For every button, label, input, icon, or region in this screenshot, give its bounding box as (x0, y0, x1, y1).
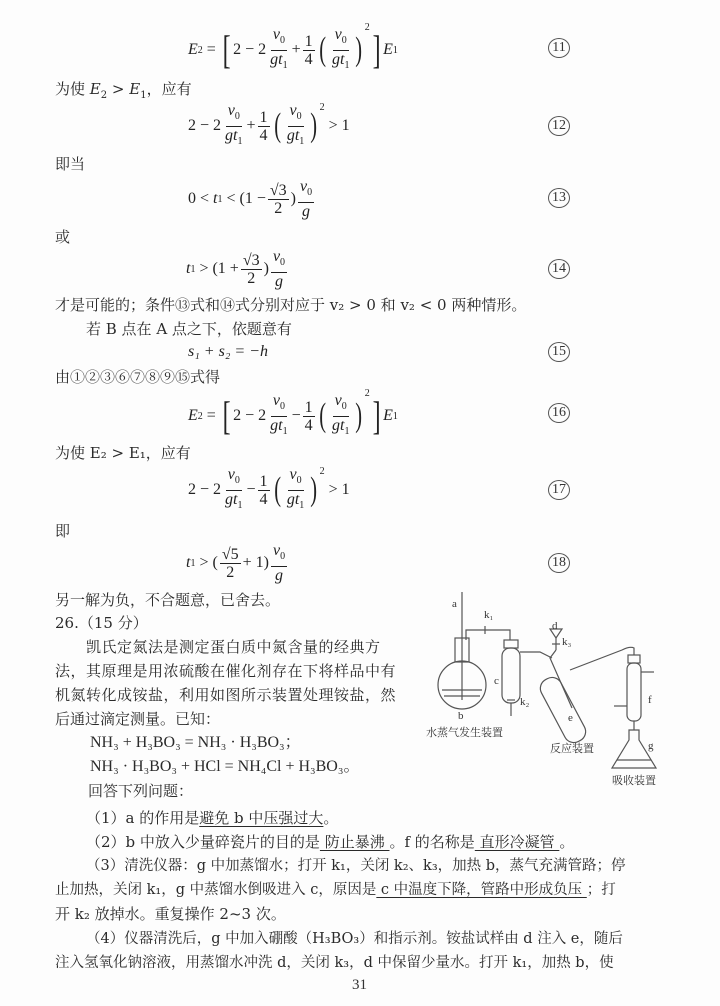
bracket-right: ] (372, 393, 381, 438)
question-header: 26.（15 分） (55, 614, 148, 632)
text-line: 另一解为负，不合题意，已舍去。 (55, 591, 281, 609)
equation-number: 13 (548, 188, 570, 208)
num: v (289, 466, 297, 484)
equation-15: s₁ + s₂ = −h (188, 343, 268, 360)
fraction (223, 102, 244, 149)
fraction (298, 178, 314, 219)
equation-number: 16 (548, 403, 570, 423)
eq-rhs: E (383, 41, 393, 58)
paren: ) (310, 471, 318, 508)
num: v (272, 542, 281, 560)
num: v (334, 392, 342, 410)
sub: 1 (392, 410, 398, 422)
den: gt (270, 416, 283, 434)
answer: 防止暴沸 (319, 833, 390, 851)
num: v (227, 466, 235, 484)
sub: 1 (392, 44, 398, 56)
eq-term: > (1 + (199, 260, 239, 277)
eq-term: 2 (258, 41, 267, 58)
equation-number: 15 (548, 342, 570, 362)
fraction (271, 542, 287, 583)
equation-18 (186, 540, 289, 586)
fraction (223, 466, 244, 513)
part-3-line (55, 881, 616, 899)
fraction (241, 252, 262, 287)
paren: ) (355, 397, 363, 434)
equation-number: 12 (548, 116, 570, 136)
text: 。 (323, 809, 339, 827)
answer: c 中温度下降，管路中形成负压 (376, 882, 587, 898)
label-c: c (494, 675, 499, 687)
label-k3: k₃ (562, 636, 572, 648)
eq-term: 2 (213, 481, 222, 498)
sub: 0 (280, 551, 286, 563)
label-d: d (552, 620, 558, 632)
power: 2 (364, 388, 370, 399)
equation-number: 17 (548, 480, 570, 500)
equation-16: E 2 = [ 2 − 2 $\frac{v_0}{gt_1}$ − $\frac{1}{4}$ ( $\frac{v_0}{gt_1}$ ) 2 ] E 1 (188, 388, 398, 438)
caption-steam: 水蒸气发生装置 (426, 727, 503, 739)
eq-term: < (1 − (226, 190, 266, 207)
sub: 1 (190, 263, 196, 275)
num: v (272, 26, 280, 44)
eq-lhs: E (188, 41, 198, 58)
den: gt (331, 416, 345, 434)
label-k1: k₁ (484, 609, 494, 621)
num: 1 (304, 398, 313, 416)
sub: 1 (344, 59, 350, 71)
equation-13 (188, 178, 316, 220)
fraction (303, 33, 315, 68)
sub: 1 (282, 59, 288, 71)
paren: ( (273, 471, 281, 508)
num: 1 (259, 472, 268, 490)
fraction (285, 466, 306, 513)
den: gt (286, 490, 300, 508)
eq-term: 0 < (188, 190, 210, 207)
sub: 1 (299, 499, 305, 511)
eq-term: ) (263, 260, 269, 277)
sub: 1 (237, 135, 243, 147)
den: 4 (304, 416, 313, 434)
fraction (268, 182, 289, 217)
den: 2 (226, 563, 235, 581)
fraction (303, 399, 315, 434)
num: v (299, 178, 308, 196)
text: E (129, 80, 141, 98)
eq-sign: + (246, 117, 256, 134)
fraction (268, 392, 289, 439)
num: √3 (269, 181, 287, 199)
sub: 0 (234, 475, 240, 487)
bracket-left: [ (222, 393, 231, 438)
fraction (330, 26, 351, 73)
den: g (302, 202, 311, 220)
text-line: 才是可能的；条件⑬式和⑭式分别对应于 v₂ > 0 和 v₂ < 0 两种情形。 (55, 296, 527, 314)
power: 2 (319, 102, 325, 113)
num: v (227, 102, 235, 120)
den: g (275, 566, 283, 584)
den: 2 (274, 199, 283, 217)
caption-absorb: 吸收装置 (612, 775, 656, 787)
fraction (271, 248, 287, 289)
answer: 直形冷凝管 (474, 833, 560, 851)
text-line: 即当 (55, 155, 86, 173)
eq-lhs: E (188, 407, 198, 424)
eq-sub: 2 (197, 44, 203, 56)
eq-term: 2 (213, 117, 222, 134)
num: √3 (242, 251, 260, 269)
eq-term: t (186, 554, 191, 571)
sub: 0 (279, 401, 285, 413)
sub: 2 (100, 90, 108, 101)
eq-term: 2 (233, 407, 242, 424)
apparatus-drawing (422, 590, 720, 815)
eq-cmp: > 1 (328, 481, 350, 498)
eq-term: 2 (188, 117, 196, 134)
equation-number: 18 (548, 553, 570, 573)
sub: 1 (299, 135, 305, 147)
text: > (111, 80, 125, 98)
label-g: g (648, 740, 654, 752)
sub: 0 (234, 111, 240, 123)
label-f: f (648, 694, 652, 706)
eq-cmp: > 1 (328, 117, 350, 134)
den: g (274, 272, 283, 290)
eq-term: t (213, 190, 218, 207)
paren: ( (318, 397, 326, 434)
num: 1 (304, 32, 313, 50)
den: gt (225, 490, 238, 508)
text: ；打 (586, 882, 616, 898)
part-1 (86, 809, 338, 827)
sub: 0 (307, 187, 313, 199)
text-line: 为使 E₂ > E₁，应有 (55, 444, 191, 462)
text-line: 若 B 点在 A 点之下，依题意有 (86, 320, 292, 338)
sub: 0 (341, 401, 347, 413)
den: 2 (247, 269, 256, 287)
equation-number: 11 (548, 38, 570, 58)
reaction-2: NH₃ · H₃BO₃ + HCl = NH₄Cl + H₃BO₃。 (90, 758, 360, 775)
bracket-left: [ (222, 27, 231, 72)
eq-term: 2 (258, 407, 267, 424)
eq-sign: − (291, 407, 301, 424)
eq-sign: − (246, 481, 256, 498)
equation-11: E 2 = [ 2 − 2 $\frac{v_0}{gt_1}$ + $\frac{1}{4}$ ( $\frac{v_0}{gt_1}$ ) 2 ] E 1 (188, 22, 398, 72)
eq-term: 2 (188, 481, 196, 498)
intro-line: 凯氏定氮法是测定蛋白质中氮含量的经典方 (86, 638, 381, 656)
num: v (334, 26, 342, 44)
part-3-line: （3）清洗仪器：g 中加蒸馏水；打开 k₁，关闭 k₂、k₃，加热 b，蒸气充满管路；停 (86, 858, 626, 874)
power: 2 (319, 466, 325, 477)
text: ，应有 (146, 80, 192, 98)
bracket-right: ] (372, 27, 381, 72)
paren: ( (318, 31, 326, 68)
sub: 0 (296, 111, 302, 123)
eq-sign: + (291, 41, 301, 58)
fraction (268, 26, 289, 73)
den: 4 (259, 126, 268, 144)
label-b: b (458, 710, 464, 722)
fraction (258, 473, 270, 508)
answer: 避免 b 中压强过大 (199, 809, 324, 827)
equation-14 (186, 248, 289, 290)
label-e: e (568, 712, 573, 724)
text-line (55, 80, 192, 105)
text: 为使 (55, 80, 86, 98)
eq-term: > ( (199, 554, 218, 571)
paren: ) (355, 31, 363, 68)
sub: 1 (237, 499, 243, 511)
sub: 1 (282, 425, 288, 437)
sub: 1 (140, 90, 147, 101)
text-line: 由①②③⑥⑦⑧⑨⑮式得 (55, 368, 221, 386)
fraction (258, 109, 270, 144)
intro-line: 机氮转化成铵盐，利用如图所示装置处理铵盐，然 (55, 686, 397, 704)
intro-line: 后通过滴定测量。已知： (55, 710, 221, 728)
label-a: a (452, 598, 457, 610)
den: gt (270, 50, 283, 68)
sub: 0 (279, 35, 285, 47)
power: 2 (364, 22, 370, 33)
den: gt (331, 50, 345, 68)
den: gt (225, 126, 238, 144)
sub: 0 (341, 35, 347, 47)
den: 4 (304, 50, 313, 68)
text: E (89, 80, 101, 98)
apparatus-diagram (422, 590, 720, 815)
fraction (285, 102, 306, 149)
text: 。f 的名称是 (389, 833, 475, 851)
equation-12: 2 − 2 $\frac{v_0}{gt_1}$ + $\frac{1}{4}$ ( $\frac{v_0}{gt_1}$ ) $^2$ > 1 (188, 102, 350, 150)
num: v (289, 102, 297, 120)
sub: 2 (197, 410, 203, 422)
paren: ) (310, 107, 318, 144)
part-2 (86, 833, 574, 851)
num: 1 (259, 108, 268, 126)
sub: 0 (296, 475, 302, 487)
prompt: 回答下列问题： (88, 782, 194, 800)
den: 4 (259, 490, 268, 508)
paren: ( (273, 107, 281, 144)
fraction (330, 392, 351, 439)
text: 止加热，关闭 k₁，g 中蒸馏水倒吸进入 c，原因是 (55, 882, 377, 898)
reaction-1: NH₃ + H₃BO₃ = NH₃ · H₃BO₃； (90, 734, 301, 751)
eq-term: t (186, 260, 191, 277)
eq-rhs: E (383, 407, 393, 424)
den: gt (286, 126, 300, 144)
num: √5 (221, 545, 239, 563)
num: v (272, 392, 280, 410)
num: v (272, 248, 281, 266)
page-number: 31 (352, 977, 367, 993)
equation-number: 14 (548, 259, 570, 279)
sub: 1 (344, 425, 350, 437)
label-k2: k₂ (520, 696, 530, 708)
text-line: 即 (55, 522, 71, 540)
text: （1）a 的作用是 (86, 809, 200, 827)
sub: 1 (190, 557, 196, 569)
intro-line: 法，其原理是用浓硫酸在催化剂存在下将样品中有 (55, 662, 397, 680)
part-4-line: 注入氢氧化钠溶液，用蒸馏水冲洗 d，关闭 k₃，d 中保留少量水。打开 k₁，加热 b，使 (55, 955, 614, 971)
sub: 0 (280, 257, 286, 269)
caption-reaction: 反应装置 (550, 743, 594, 755)
text: 。 (559, 833, 575, 851)
part-4-line: （4）仪器清洗后，g 中加入硼酸（H₃BO₃）和指示剂。铵盐试样由 d 注入 e，随后 (86, 931, 623, 947)
eq-term: + 1) (242, 554, 269, 571)
equation-17: 2 − 2 $\frac{v_0}{gt_1}$ − $\frac{1}{4}$ ( $\frac{v_0}{gt_1}$ ) $^2$ > 1 (188, 466, 350, 514)
fraction (220, 546, 241, 581)
text: （2）b 中放入少量碎瓷片的目的是 (86, 833, 320, 851)
eq-term: ) (290, 190, 296, 207)
sub: 1 (217, 193, 223, 205)
eq-term: 2 (233, 41, 242, 58)
text-line: 或 (55, 228, 71, 246)
part-3-line: 开 k₂ 放掉水。重复操作 2~3 次。 (55, 905, 286, 923)
